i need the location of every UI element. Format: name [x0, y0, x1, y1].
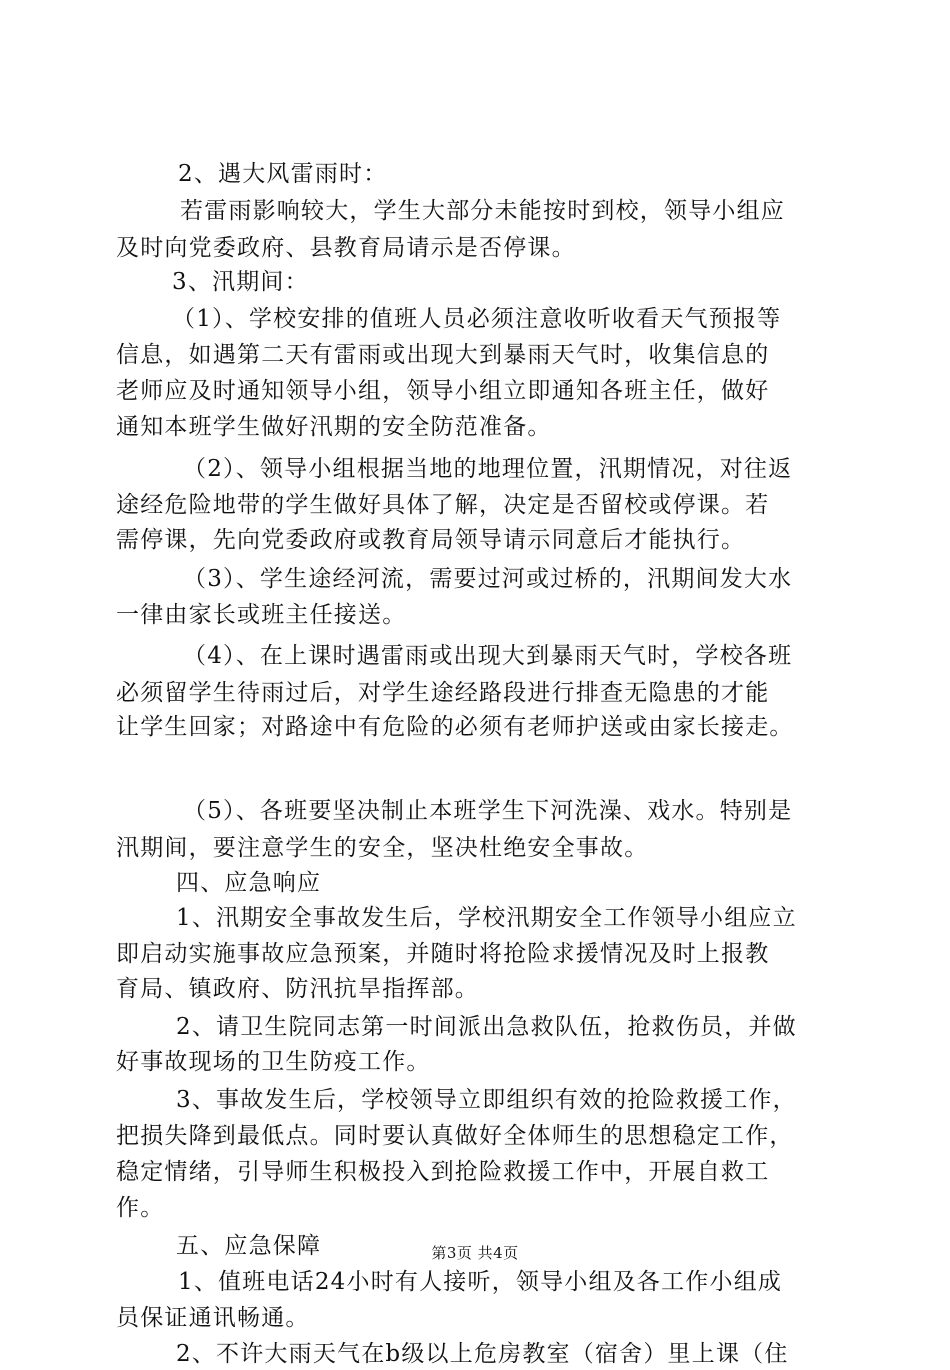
text-line: 需停课，先向党委政府或教育局领导请示同意后才能执行。: [116, 527, 746, 553]
text-line: 3、汛期间：: [172, 269, 309, 295]
text-line: 把损失降到最低点。同时要认真做好全体师生的思想稳定工作，: [116, 1123, 794, 1149]
text-line: 即启动实施事故应急预案，并随时将抢险求援情况及时上报教: [116, 941, 770, 967]
page-footer: 第3页 共4页: [431, 1244, 519, 1262]
text-line: 老师应及时通知领导小组，领导小组立即通知各班主任，做好: [116, 378, 770, 404]
text-line: 稳定情绪，引导师生积极投入到抢险救援工作中，开展自救工: [116, 1159, 770, 1185]
text-line: 好事故现场的卫生防疫工作。: [116, 1049, 431, 1075]
text-line: 育局、镇政府、防汛抗旱指挥部。: [116, 976, 479, 1002]
section-heading: 四、应急响应: [176, 870, 322, 896]
text-line: 1、汛期安全事故发生后，学校汛期安全工作领导小组应立: [176, 905, 797, 931]
text-line: 汛期间，要注意学生的安全，坚决杜绝安全事故。: [116, 835, 649, 861]
text-line: 3、事故发生后，学校领导立即组织有效的抢险救援工作，: [176, 1087, 797, 1113]
text-line: 让学生回家；对路途中有危险的必须有老师护送或由家长接走。: [116, 714, 794, 740]
text-line: 途经危险地带的学生做好具体了解，决定是否留校或停课。若: [116, 492, 770, 518]
text-line: （2）、领导小组根据当地的地理位置，汛期情况，对往返: [183, 456, 793, 482]
text-line: 及时向党委政府、县教育局请示是否停课。: [116, 235, 576, 261]
text-line: （1）、学校安排的值班人员必须注意收听收看天气预报等: [172, 306, 782, 332]
text-line: 作。: [116, 1195, 165, 1221]
section-heading: 五、应急保障: [176, 1233, 322, 1259]
text-line: 员保证通讯畅通。: [116, 1305, 310, 1331]
text-line: 必须留学生待雨过后，对学生途经路段进行排查无隐患的才能: [116, 680, 770, 706]
text-line: （4）、在上课时遇雷雨或出现大到暴雨天气时，学校各班: [183, 643, 793, 669]
text-line: 2、请卫生院同志第一时间派出急救队伍，抢救伤员，并做: [176, 1014, 797, 1040]
text-line: 若雷雨影响较大，学生大部分未能按时到校，领导小组应: [180, 198, 785, 224]
text-line: 信息，如遇第二天有雷雨或出现大到暴雨天气时，收集信息的: [116, 342, 770, 368]
text-line: 通知本班学生做好汛期的安全防范准备。: [116, 414, 552, 440]
text-line: 2、遇大风雷雨时：: [178, 161, 388, 187]
text-line: 一律由家长或班主任接送。: [116, 602, 407, 628]
text-line: （3）、学生途经河流，需要过河或过桥的，汛期间发大水: [183, 566, 793, 592]
text-line: 2、不许大雨天气在b级以上危房教室（宿舍）里上课（住: [176, 1341, 789, 1367]
text-line: （5）、各班要坚决制止本班学生下河洗澡、戏水。特别是: [183, 798, 793, 824]
text-line: 1、值班电话24小时有人接听，领导小组及各工作小组成: [178, 1269, 783, 1295]
